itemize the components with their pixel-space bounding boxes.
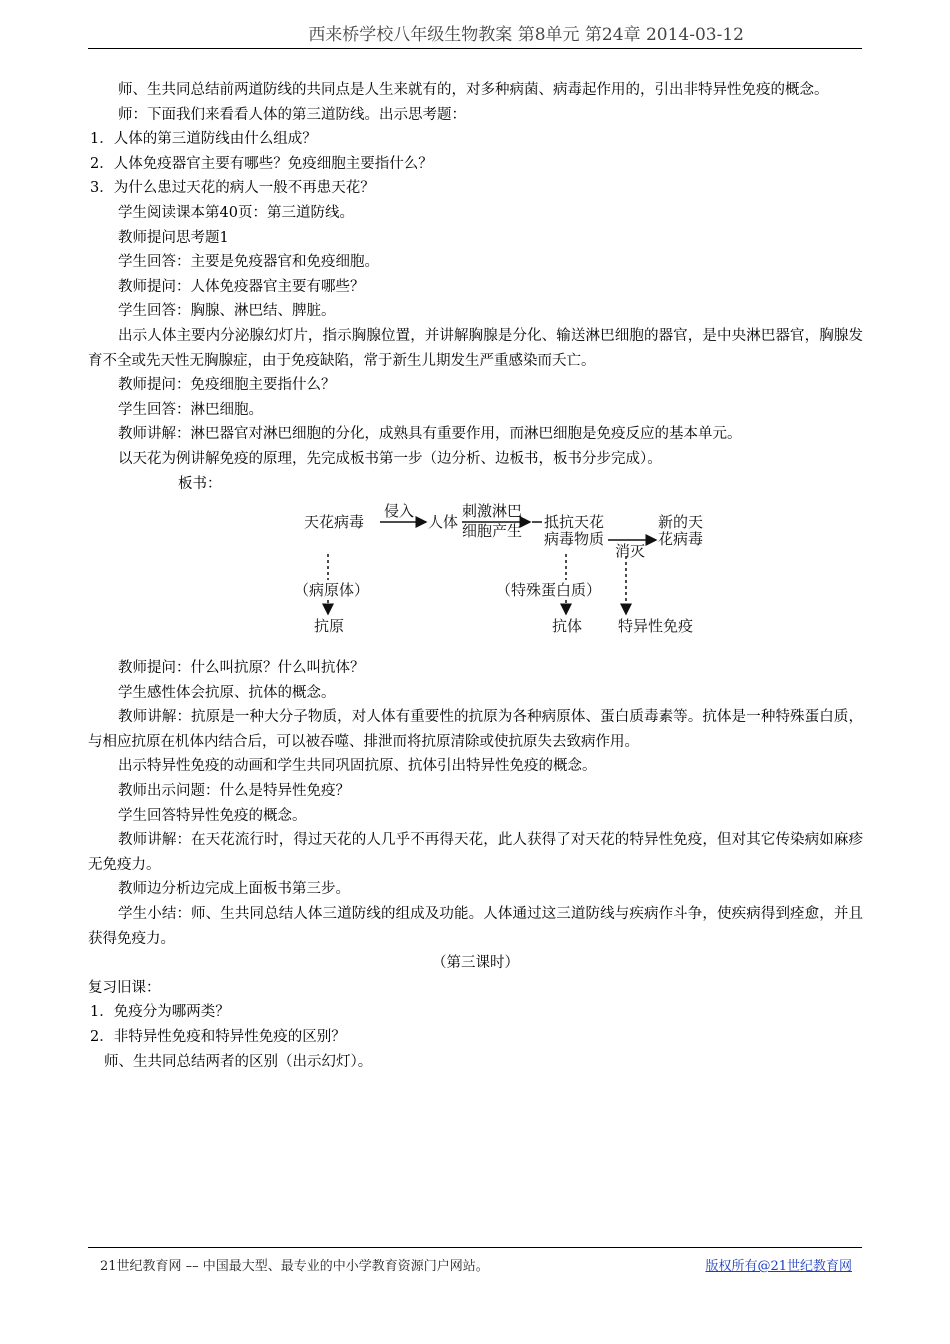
paragraph: 师、生共同总结前两道防线的共同点是人生来就有的，对多种病菌、病毒起作用的，引出非特异性免疫的概念。: [118, 82, 829, 98]
label-antigen: 抗原: [314, 617, 345, 636]
page-footer: [88, 1247, 862, 1278]
label-special-protein: （特殊蛋白质）: [496, 581, 602, 600]
review-title: 复习旧课：: [88, 979, 161, 996]
paragraph: 学生小结：师、生共同总结人体三道防线的组成及功能。人体通过这三道防线与疾病作斗争，使疾病得到痊愈，并且获得免疫力。: [88, 906, 863, 947]
paragraph: 教师讲解：淋巴器官对淋巴细胞的分化，成熟具有重要作用，而淋巴细胞是免疫反应的基本单元。: [118, 426, 742, 443]
paragraph: 教师提问：什么叫抗原？什么叫抗体？: [118, 660, 365, 677]
session-title: （第三课时）: [432, 955, 519, 972]
label-eliminate: 消灭: [615, 542, 646, 561]
label-human-body: 人体: [428, 513, 459, 532]
label-pathogen: （病原体）: [294, 581, 370, 600]
paragraph: 教师边分析边完成上面板书第三步。: [118, 881, 350, 898]
label-new-virus-2: 花病毒: [658, 530, 704, 549]
blackboard-diagram: [88, 500, 863, 650]
question-item: 2．人体免疫器官主要有哪些？免疫细胞主要指什么？: [90, 155, 433, 172]
page-header: [88, 22, 862, 49]
label-smallpox-virus: 天花病毒: [304, 513, 365, 532]
label-antibody: 抗体: [552, 617, 583, 636]
paragraph: 教师讲解：在天花流行时，得过天花的人几乎不再得天花，此人获得了对天花的特异性免疫，但对其它传染病如麻疹无免疫力。: [88, 832, 863, 873]
paragraph: 以天花为例讲解免疫的原理，先完成板书第一步（边分析、边板书，板书分步完成）。: [118, 450, 662, 467]
board-label: 板书：: [178, 475, 222, 492]
label-stimulate-2: 细胞产生: [462, 522, 523, 541]
footer-copyright-link[interactable]: 版权所有@21世纪教育网: [705, 1259, 852, 1274]
paragraph: 学生回答：淋巴细胞。: [118, 401, 263, 418]
question-item: 3．为什么患过天花的病人一般不再患天花？: [90, 180, 375, 197]
label-new-virus-1: 新的天: [658, 513, 704, 532]
question-item: 1．人体的第三道防线由什么组成？: [90, 131, 317, 148]
label-resist-1: 抵抗天花: [544, 513, 605, 532]
document-body: [88, 78, 863, 1074]
footer-site-text: 21世纪教育网 –– 中国最大型、最专业的中小学教育资源门户网站。: [100, 1259, 489, 1274]
paragraph: 师：下面我们来看看人体的第三道防线。出示思考题：: [118, 106, 466, 123]
header-title: 西来桥学校八年级生物教案 第8单元 第24章 2014-03-12: [308, 25, 744, 45]
paragraph: 教师出示问题：什么是特异性免疫？: [118, 783, 350, 800]
paragraph: 教师提问：免疫细胞主要指什么？: [118, 377, 336, 394]
paragraph: 教师提问：人体免疫器官主要有哪些？: [118, 278, 365, 295]
paragraph: 教师讲解：抗原是一种大分子物质，对人体有重要性的抗原为各种病原体、蛋白质毒素等。抗体是一种特殊蛋白质，与相应抗原在机体内结合后，可以被吞噬、排泄而将抗原清除或使抗原失去致病作用。: [88, 709, 863, 750]
label-stimulate-1: 刺激淋巴: [462, 502, 523, 521]
review-summary: 师、生共同总结两者的区别（出示幻灯）。: [104, 1053, 373, 1070]
label-invade: 侵入: [384, 502, 415, 521]
review-question: 2．非特异性免疫和特异性免疫的区别？: [90, 1029, 346, 1045]
label-specific-immunity: 特异性免疫: [618, 617, 694, 636]
paragraph: 出示特异性免疫的动画和学生共同巩固抗原、抗体引出特异性免疫的概念。: [118, 758, 597, 775]
paragraph: 出示人体主要内分泌腺幻灯片，指示胸腺位置，并讲解胸腺是分化、输送淋巴细胞的器官，是中央淋巴器官，胸腺发育不全或先天性无胸腺症，由于免疫缺陷，常于新生儿期发生严重感染而夭亡。: [88, 327, 863, 369]
paragraph: 学生回答：主要是免疫器官和免疫细胞。: [118, 254, 379, 271]
paragraph: 学生回答特异性免疫的概念。: [118, 807, 307, 824]
paragraph: 学生阅读课本第40页：第三道防线。: [118, 204, 354, 221]
paragraph: 学生回答：胸腺、淋巴结、脾脏。: [118, 303, 336, 320]
paragraph: 学生感性体会抗原、抗体的概念。: [118, 684, 336, 701]
review-question: 1．免疫分为哪两类？: [90, 1004, 230, 1021]
paragraph: 教师提问思考题1: [118, 229, 229, 246]
label-resist-2: 病毒物质: [544, 530, 605, 549]
